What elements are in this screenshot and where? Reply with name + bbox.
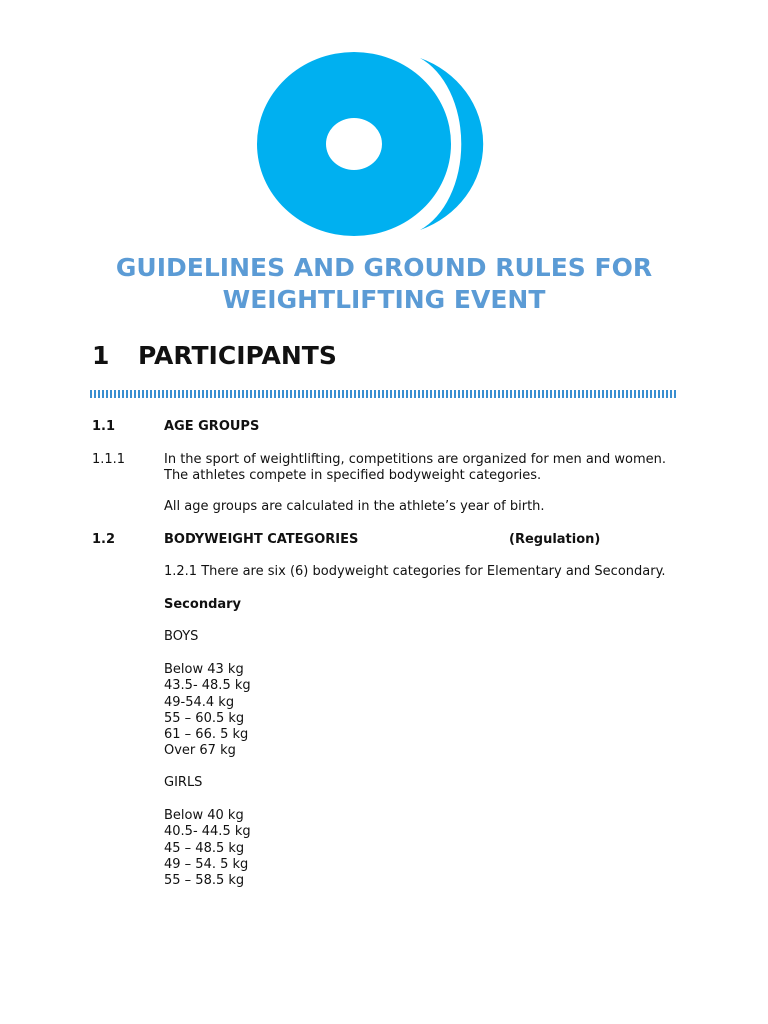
list-item: 55 – 58.5 kg <box>164 873 245 889</box>
regulation-note: (Regulation) <box>509 532 601 547</box>
list-item: 61 – 66. 5 kg <box>164 727 249 743</box>
list-item: Over 67 kg <box>164 743 236 759</box>
clause-line-2: The athletes compete in specified bodyweight categories. <box>164 468 542 483</box>
boys-label: BOYS <box>164 629 199 644</box>
title-line-2: WEIGHTLIFTING EVENT <box>222 285 546 314</box>
girls-label: GIRLS <box>164 775 203 790</box>
list-item: Below 40 kg <box>164 808 244 823</box>
list-item: 40.5- 44.5 kg <box>164 824 251 840</box>
section-heading <box>92 339 337 373</box>
list-item: 55 – 60.5 kg <box>164 710 245 726</box>
list-item: Below 43 kg <box>164 662 244 677</box>
subsection-number: 1.1 <box>92 419 116 434</box>
section-divider <box>90 390 678 398</box>
clause-line-1: In the sport of weightlifting, competitions are organized for men and women. <box>164 452 667 467</box>
clause-text <box>164 452 684 484</box>
weight-plate-icon <box>252 48 512 240</box>
girls-category-list <box>164 808 251 889</box>
boys-category-list <box>164 662 251 760</box>
list-item: 45 – 48.5 kg <box>164 840 245 856</box>
list-item: 49 – 54. 5 kg <box>164 856 249 872</box>
clause-paragraph: All age groups are calculated in the athlete’s year of birth. <box>164 499 545 514</box>
document-title <box>80 252 688 316</box>
category-group-label: Secondary <box>164 597 242 612</box>
subsection-heading: AGE GROUPS <box>164 419 260 434</box>
list-item: 43.5- 48.5 kg <box>164 678 251 694</box>
clause-number: 1.1.1 <box>92 452 126 467</box>
section-number: 1 <box>92 341 110 370</box>
clause-text: 1.2.1 There are six (6) bodyweight categories for Elementary and Secondary. <box>164 564 666 579</box>
section-title: PARTICIPANTS <box>138 341 337 370</box>
subsection-number: 1.2 <box>92 532 116 547</box>
title-line-1: GUIDELINES AND GROUND RULES FOR <box>115 253 653 282</box>
subsection-heading: BODYWEIGHT CATEGORIES <box>164 532 359 547</box>
list-item: 49-54.4 kg <box>164 694 235 710</box>
